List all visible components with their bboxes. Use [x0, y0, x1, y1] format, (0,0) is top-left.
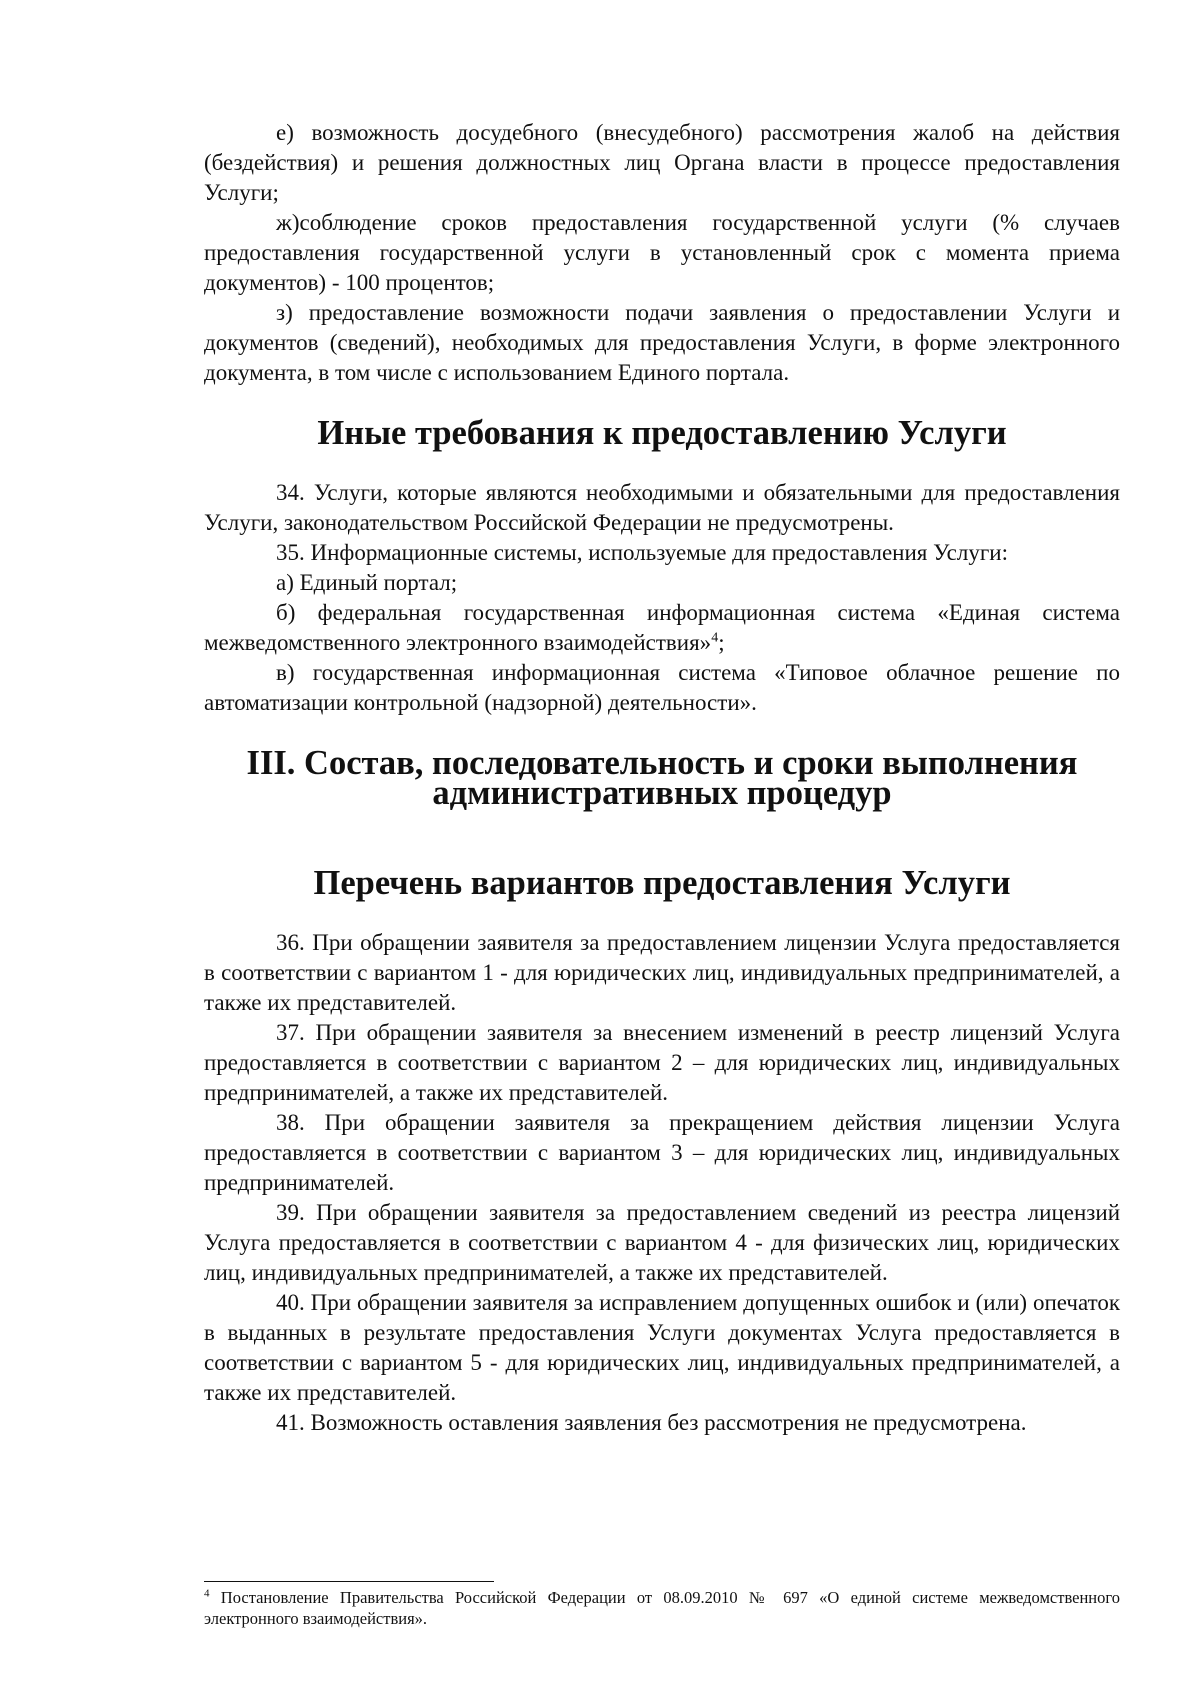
- footnote-mark: 4: [204, 1587, 210, 1600]
- paragraph-40: 40. При обращении заявителя за исправлением допущенных ошибок и (или) опечаток в выданных в результате предоставления Услуги документах Услуга предоставляется в соответствии с вариантом 5 - для юридических лиц, индивидуальных предпринимателей, а также их представителей.: [204, 1290, 1120, 1405]
- paragraph-z: з) предоставление возможности подачи заявления о предоставлении Услуги и документов (сведений), необходимых для предоставления Услуги, в форме электронного документа, в том числе с использованием Единого портала.: [204, 300, 1120, 385]
- footnote-reference: 4: [711, 630, 719, 646]
- paragraph-35-a: а) Единый портал;: [276, 570, 458, 595]
- paragraph-36: 36. При обращении заявителя за предоставлением лицензии Услуга предоставляется в соответствии с вариантом 1 - для юридических лиц, индивидуальных предпринимателей, а также их представителей.: [204, 930, 1120, 1015]
- footnote: [204, 1587, 1120, 1629]
- paragraph-35-v: в) государственная информационная система «Типовое облачное решение по автоматизации контрольной (надзорной) деятельности».: [204, 660, 1120, 715]
- footnote-text: Постановление Правительства Российской Федерации от 08.09.2010 № 697 «О единой системе межведомственного электронного взаимодействия».: [204, 1588, 1120, 1628]
- paragraph-38: 38. При обращении заявителя за прекращением действия лицензии Услуга предоставляется в соответствии с вариантом 3 – для юридических лиц, индивидуальных предпринимателей.: [204, 1110, 1120, 1195]
- paragraph-34: 34. Услуги, которые являются необходимыми и обязательными для предоставления Услуги, законодательством Российской Федерации не предусмотрены.: [204, 480, 1120, 535]
- paragraph-35-b-text: б) федеральная государственная информационная система «Единая система межведомственного электронного взаимодействия»: [204, 600, 1120, 655]
- paragraph-41: 41. Возможность оставления заявления без рассмотрения не предусмотрена.: [276, 1410, 1027, 1435]
- paragraph-35: 35. Информационные системы, используемые для предоставления Услуги:: [276, 540, 1008, 565]
- paragraph-37: 37. При обращении заявителя за внесением изменений в реестр лицензий Услуга предоставляется в соответствии с вариантом 2 – для юридических лиц, индивидуальных предпринимателей, а также их представителей.: [204, 1020, 1120, 1105]
- footnote-divider: [204, 1581, 494, 1582]
- paragraph-zh: ж)соблюдение сроков предоставления государственной услуги (% случаев предоставления государственной услуги в установленный срок с момента приема документов) - 100 процентов;: [204, 210, 1120, 295]
- heading-other-requirements: Иные требования к предоставлению Услуги: [317, 414, 1007, 452]
- paragraph-35-b-tail: ;: [718, 630, 725, 655]
- document-page: [204, 118, 1120, 1438]
- paragraph-35-b: [204, 598, 1120, 658]
- paragraph-e: е) возможность досудебного (внесудебного) рассмотрения жалоб на действия (бездействия) и решения должностных лиц Органа власти в процессе предоставления Услуги;: [204, 120, 1120, 205]
- paragraph-39: 39. При обращении заявителя за предоставлением сведений из реестра лицензий Услуга предоставляется в соответствии с вариантом 4 - для физических лиц, юридических лиц, индивидуальных предпринимателей, а также их представителей.: [204, 1200, 1120, 1285]
- heading-variants: Перечень вариантов предоставления Услуги: [313, 864, 1011, 902]
- section-heading-iii: III. Состав, последовательность и сроки выполнения административных процедур: [246, 744, 1078, 812]
